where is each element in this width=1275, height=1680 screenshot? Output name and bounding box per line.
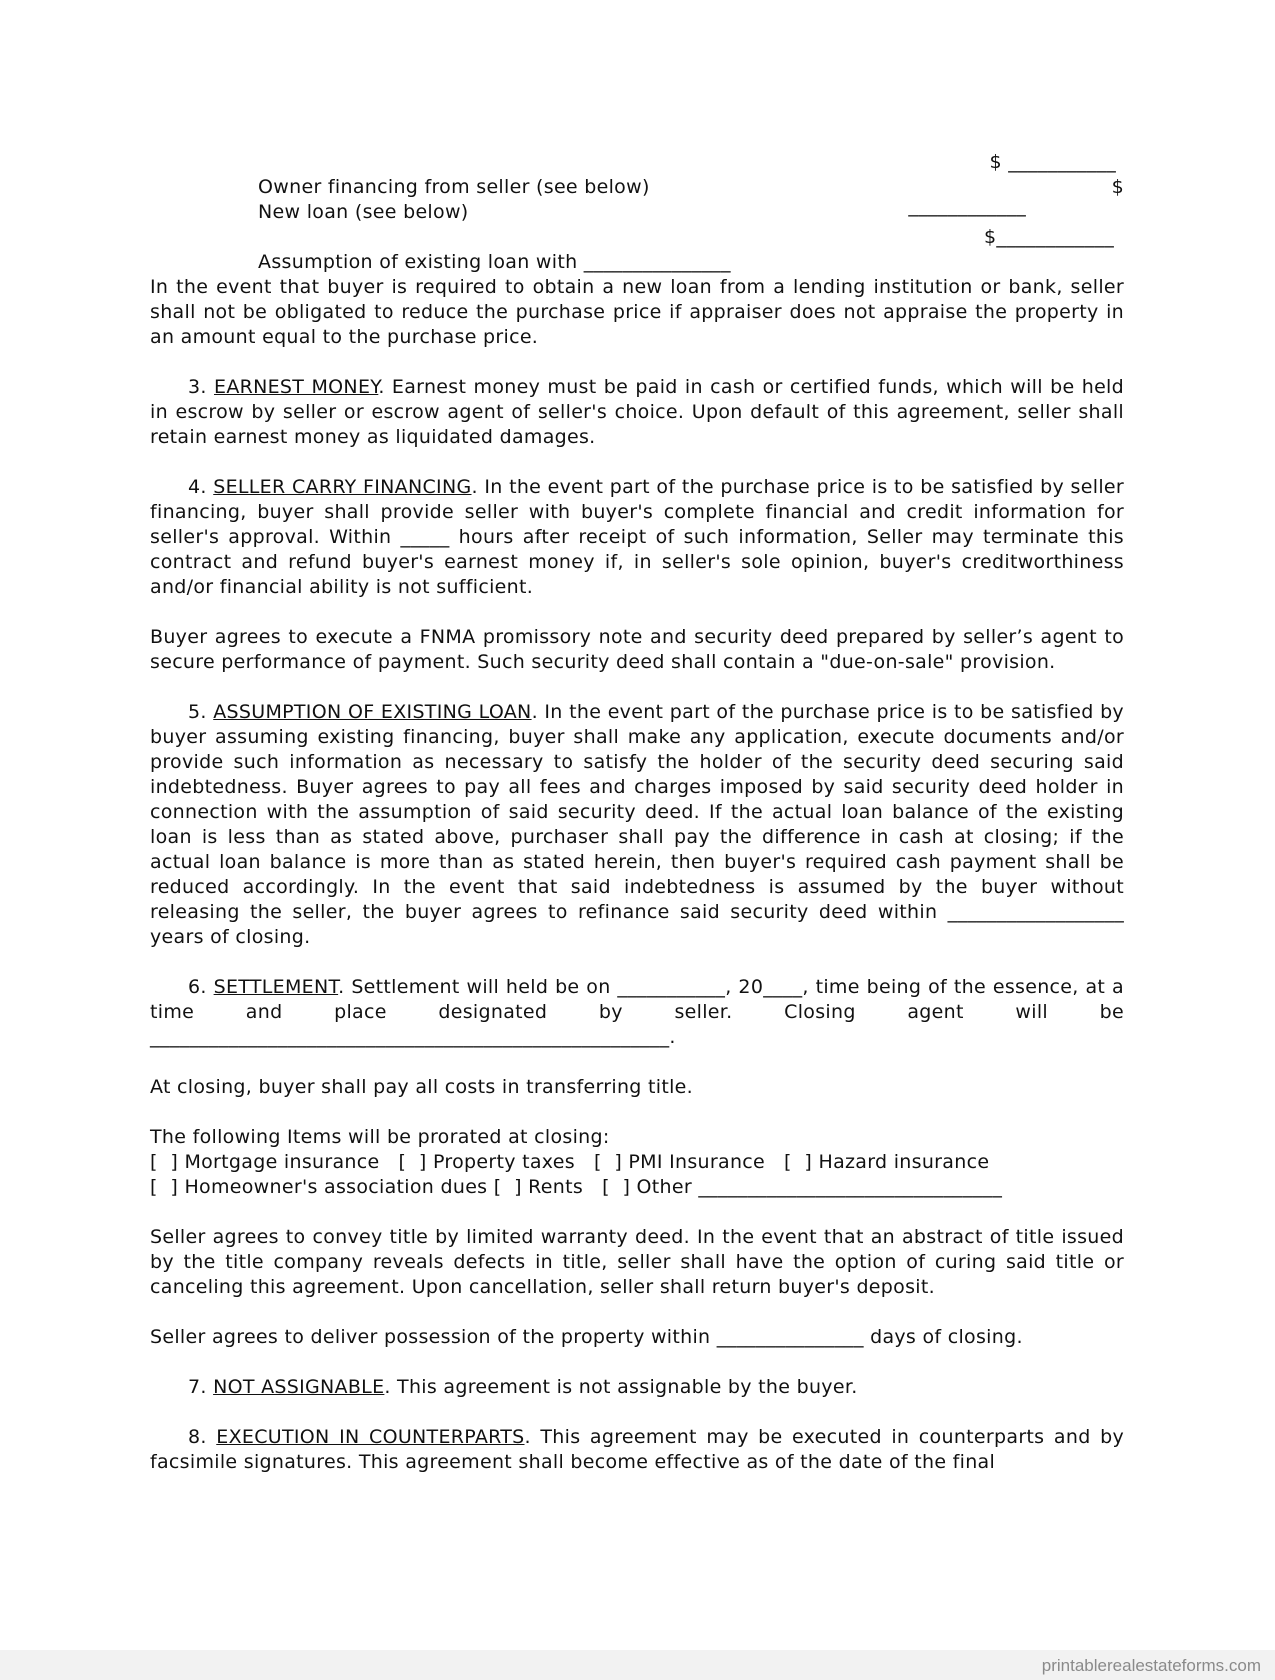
section-title: EARNEST MONEY [214,376,379,398]
new-loan-blank-row [150,195,1124,225]
section-counterparts [150,1425,1124,1475]
section-title: SELLER CARRY FINANCING [213,476,472,498]
prorated-line-1: [ ] Mortgage insurance [ ] Property taxes [ ] PMI Insurance [ ] Hazard insurance [150,1151,990,1173]
section-title: NOT ASSIGNABLE [213,1376,385,1398]
footer-bar [0,1650,1275,1680]
prorated-intro: The following Items will be prorated at closing: [150,1126,610,1148]
owner-financing-label: Owner financing from seller (see below) [258,176,650,198]
footer-link[interactable]: printablerealestateforms.com [1041,1656,1261,1675]
section-assumption [150,700,1124,950]
prorated-line-2: [ ] Homeowner's association dues [ ] Rents [ ] Other _______________________________ [150,1176,1003,1198]
section-text: . This agreement is not assignable by the buyer. [384,1376,858,1398]
section-text: . Settlement will held be on ___________, 20____, time being of the essence, at a time and place designated by seller. Closing agent will be _____________________________________________________. [150,976,1124,1048]
lending-paragraph: In the event that buyer is required to obtain a new loan from a lending institution or bank, seller shall not be obligated to reduce the purchase price if appraiser does not appraise the property in an amount equal to the purchase price. [150,276,1124,348]
section-settlement [150,975,1124,1050]
new-loan-blank: ____________ [908,195,1026,217]
section-number: 4. [188,476,207,498]
section-title: SETTLEMENT [213,976,339,998]
section-seller-carry-financing [150,475,1124,600]
section-title: ASSUMPTION OF EXISTING LOAN [213,701,532,723]
assumption-row [150,225,1124,273]
prorated-items [150,1125,1124,1200]
section-title: EXECUTION IN COUNTERPARTS [216,1426,525,1448]
new-loan-amount: $ [1111,176,1124,198]
section-text: . Earnest money must be paid in cash or certified funds, which will be held in escrow by seller or escrow agent of seller's choice. Upon default of this agreement, seller shall retain earnest money as liquidated damages. [150,376,1124,448]
closing-costs-paragraph: At closing, buyer shall pay all costs in transferring title. [150,1076,693,1098]
fnma-paragraph: Buyer agrees to execute a FNMA promissory note and security deed prepared by seller’s agent to secure performance of payment. Such security deed shall contain a "due-on-sale" provision. [150,626,1124,673]
new-loan-label: New loan (see below) [258,201,469,223]
document-body [150,150,1124,1500]
section-earnest-money [150,375,1124,450]
section-number: 6. [188,976,207,998]
assumption-amount: $____________ [984,226,1114,248]
section-number: 5. [188,701,207,723]
section-text: . In the event part of the purchase price is to be satisfied by buyer assuming existing financing, buyer shall make any application, execute documents and/or provide such information as necessary to satisfy the holder of the security deed securing said indebtedness. Buyer agrees to pay all fees and charges imposed by said security deed holder in connection with the assumption of said security deed. If the actual loan balance of the existing loan is less than as stated above, purchaser shall pay the difference in cash at closing; if the actual loan balance is more than as stated herein, then buyer's required cash payment shall be reduced accordingly. In the event that said indebtedness is assumed by the buyer without releasing the seller, the buyer agrees to refinance said security deed within __________________ years of closing. [150,701,1124,948]
section-number: 8. [188,1426,207,1448]
owner-financing-row [150,150,1124,198]
section-text: . In the event part of the purchase price is to be satisfied by seller financing, buyer shall provide seller with buyer's complete financial and credit information for seller's approval. Within _____ hours after receipt of such information, Seller may terminate this contract and refund buyer's earnest money if, in seller's sole opinion, buyer's creditworthiness and/or financial ability is not sufficient. [150,476,1124,598]
title-paragraph: Seller agrees to convey title by limited warranty deed. In the event that an abstract of title issued by the title company reveals defects in title, seller shall have the option of curing said title or canceling this agreement. Upon cancellation, seller shall return buyer's deposit. [150,1226,1124,1298]
assumption-label: Assumption of existing loan with _______________ [258,251,731,273]
owner-financing-amount: $ ___________ [989,151,1116,173]
section-number: 7. [188,1376,207,1398]
section-not-assignable [150,1375,1124,1400]
section-text: . This agreement may be executed in counterparts and by facsimile signatures. This agreement shall become effective as of the date of the final [150,1426,1124,1473]
possession-paragraph: Seller agrees to deliver possession of the property within _______________ days of closing. [150,1326,1023,1348]
section-number: 3. [188,376,207,398]
